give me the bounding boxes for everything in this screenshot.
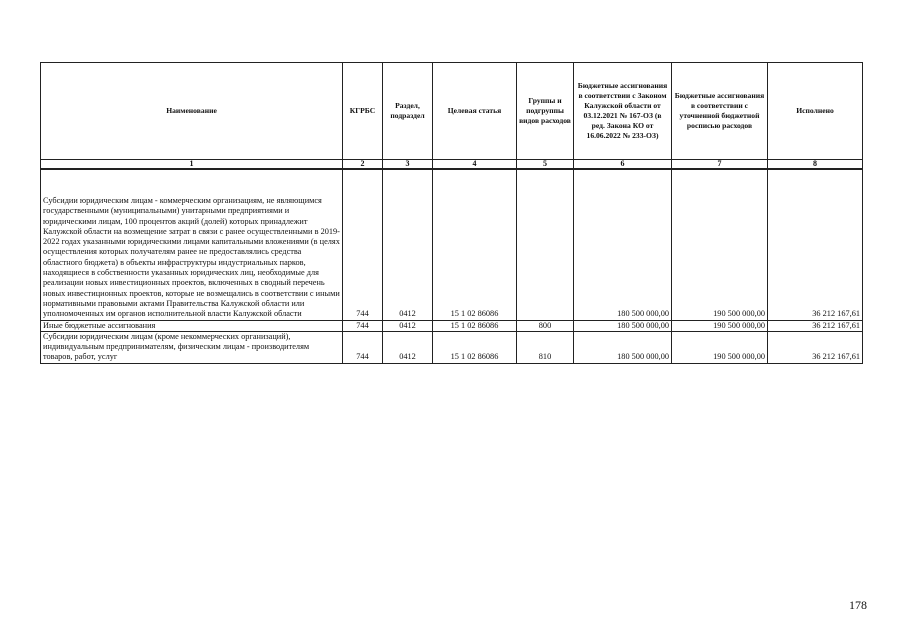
- row-executed: 36 212 167,61: [768, 169, 863, 320]
- column-number: 4: [433, 160, 517, 170]
- row-executed: 36 212 167,61: [768, 331, 863, 363]
- row-name: Иные бюджетные ассигнования: [41, 320, 343, 331]
- row-kgrbs: 744: [343, 331, 383, 363]
- header-refined: Бюджетные ассигнования в соответствии с уточненной бюджетной росписью расходов: [672, 63, 768, 160]
- column-number: 7: [672, 160, 768, 170]
- budget-table: [40, 62, 863, 364]
- row-refined: 190 500 000,00: [672, 320, 768, 331]
- row-kgrbs: 744: [343, 320, 383, 331]
- table-row: [41, 320, 863, 331]
- header-kgrbs: КГРБС: [343, 63, 383, 160]
- column-number: 1: [41, 160, 343, 170]
- row-approved: 180 500 000,00: [574, 320, 672, 331]
- row-section: 0412: [383, 331, 433, 363]
- row-target: 15 1 02 86086: [433, 169, 517, 320]
- row-group: [517, 169, 574, 320]
- row-approved: 180 500 000,00: [574, 169, 672, 320]
- header-executed: Исполнено: [768, 63, 863, 160]
- row-name: Субсидии юридическим лицам - коммерческим организациям, не являющимся государственными (муниципальными) унитарными предприятиями и юридическими лицам, 100 процентов акций (долей) которых принадлежит Калужской области на возмещение затрат в связи с ранее осуществленными в 2019-2022 годах указанными юридическими лицами капитальными вложениями (в целях осуществления которых получателям ранее не предоставлялись средства областного бюджета) в объекты инфраструктуры индустриальных парков, находящиеся в собственности указанных юридических лиц, необходимые для реализации новых инвестиционных проектов, включенных в сводный перечень новых инвестиционных проектов, которые не возмещались в соответствии с иными нормативными правовыми актами Правительства Калужской области или уполномоченных им органов исполнительной власти Калужской области: [41, 169, 343, 320]
- row-kgrbs: 744: [343, 169, 383, 320]
- row-group: 800: [517, 320, 574, 331]
- header-target: Целевая статья: [433, 63, 517, 160]
- row-section: 0412: [383, 169, 433, 320]
- table-row: [41, 169, 863, 320]
- row-group: 810: [517, 331, 574, 363]
- header-approved: Бюджетные ассигнования в соответствии с Законом Калужской области от 03.12.2021 № 167-ОЗ (в ред. Закона КО от 16.06.2022 № 233-ОЗ): [574, 63, 672, 160]
- header-row: [41, 63, 863, 160]
- row-name: Субсидии юридическим лицам (кроме некоммерческих организаций), индивидуальным предпринимателям, физическим лицам - производителям товаров, работ, услуг: [41, 331, 343, 363]
- table-row: [41, 331, 863, 363]
- row-target: 15 1 02 86086: [433, 331, 517, 363]
- column-number: 8: [768, 160, 863, 170]
- header-name: Наименование: [41, 63, 343, 160]
- row-executed: 36 212 167,61: [768, 320, 863, 331]
- row-target: 15 1 02 86086: [433, 320, 517, 331]
- row-section: 0412: [383, 320, 433, 331]
- row-refined: 190 500 000,00: [672, 169, 768, 320]
- header-section: Раздел, подраздел: [383, 63, 433, 160]
- column-number: 6: [574, 160, 672, 170]
- column-number: 5: [517, 160, 574, 170]
- row-refined: 190 500 000,00: [672, 331, 768, 363]
- column-number: 3: [383, 160, 433, 170]
- header-group: Группы и подгруппы видов расходов: [517, 63, 574, 160]
- page-number: 178: [849, 598, 867, 612]
- column-number: 2: [343, 160, 383, 170]
- column-number-row: [41, 160, 863, 170]
- row-approved: 180 500 000,00: [574, 331, 672, 363]
